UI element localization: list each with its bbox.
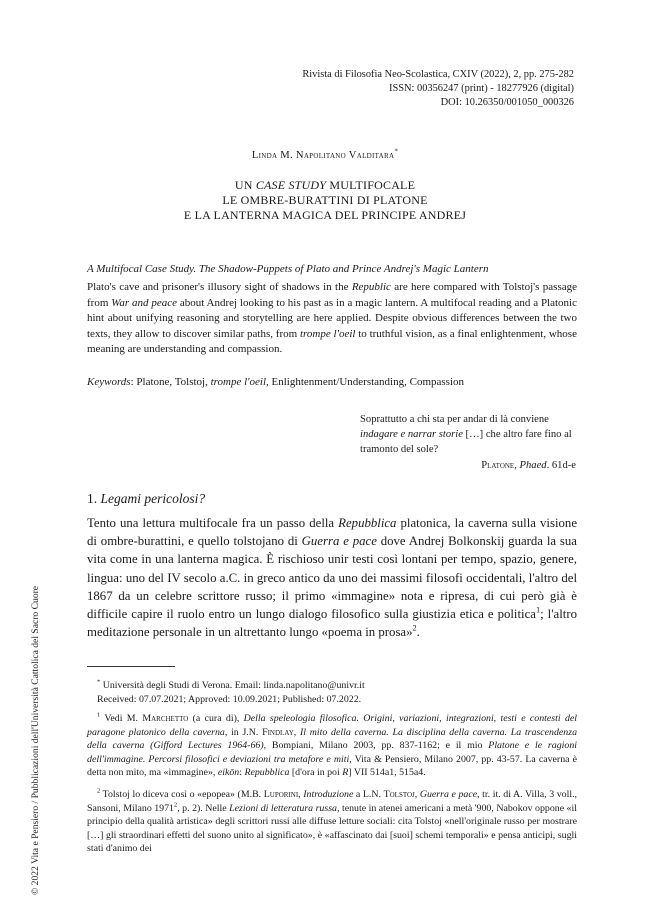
italic-text: R xyxy=(342,767,349,779)
italic-text: Introduzione xyxy=(303,789,354,800)
text: Plato's cave and prisoner's illusory sight of shadows in the xyxy=(87,281,352,293)
italic-text: Il mito della caverna. La disciplina della caverna. La trascendenza della caverna (Gifford Lectures 1964-66) xyxy=(87,726,578,752)
italic-text: trompe l'oeil xyxy=(299,327,356,340)
text: , xyxy=(414,789,420,800)
text: Tolstoj lo diceva così o «epopea» (M.B. xyxy=(100,789,264,800)
title-line-2: LE OMBRE-BURATTINI DI PLATONE xyxy=(222,193,428,207)
author-name: Linda M. Napolitano Valditara xyxy=(251,150,395,161)
text: , p. 2). Nelle xyxy=(177,802,230,814)
italic-text: Lezioni di letteratura russa xyxy=(229,802,337,814)
text: : Platone, Tolstoj, xyxy=(130,376,211,388)
keywords-label: Keywords xyxy=(87,376,131,388)
epigraph-work: Phaed xyxy=(519,460,547,471)
footnote-mark: * xyxy=(97,678,101,686)
epigraph-source xyxy=(360,458,576,473)
article-title xyxy=(0,178,650,223)
text: Soprattutto a chi sta per andar di là conviene xyxy=(360,414,549,425)
text: : xyxy=(239,767,245,779)
text: , Vita & Pensiero, Milano 2007, pp. 43-57. La caverna è detta non mito, ma «immagine», xyxy=(87,753,577,779)
cited-author: Findlay xyxy=(262,726,294,738)
italic-text: Guerra e pace xyxy=(301,534,377,549)
text: . xyxy=(416,625,420,640)
text: a L.N. xyxy=(353,789,384,800)
footnote-author-line-1 xyxy=(97,679,577,693)
keywords xyxy=(87,376,577,388)
footnote-author xyxy=(87,679,577,706)
footnote-author-line-2: Received: 07.07.2021; Approved: 10.09.2021; Published: 07.2022. xyxy=(97,693,362,705)
text: , xyxy=(293,726,300,738)
text: are here compared with Tolstoj's passage from xyxy=(87,281,577,309)
text: […] che altro fare fino al tramonto del sole? xyxy=(360,429,572,455)
italic-text: eikōn xyxy=(217,767,240,779)
section-title: Legami pericolosi? xyxy=(100,491,206,506)
italic-text: Republic xyxy=(351,281,391,293)
footnote-ref[interactable]: 1 xyxy=(535,605,541,615)
section-number: 1. xyxy=(87,491,101,506)
text: , xyxy=(298,789,304,800)
italic-text: Guerra e pace xyxy=(419,789,478,800)
text: dove Andrej Bolkonskij guarda la sua vita come in una lanterna magica. È rischioso unir testi così lontani per tempo, spazio, genere, lingua: uno del IV secolo a.C. in greco antico da uno dei massimi filosofi occidentali, l'altro del 1867 da un celebre scrittore russo; il primo «immagine» nota e ripresa, di cui però già è difficile capire il ruolo entro un lungo dialogo filosofico sulla giustizia etica e politica xyxy=(87,534,577,622)
cited-author: Tolstoj xyxy=(383,789,415,800)
italic-text: War and peace xyxy=(111,296,178,309)
text: ] VII 514a1, 515a4. xyxy=(348,767,426,779)
text: ; l'altro meditazione personale in un altrettanto lungo «poema in prosa» xyxy=(87,607,577,640)
text: , tr. it. di A. Villa, 3 voll., Sansoni, Milano 1971 xyxy=(87,789,578,814)
cited-author: Marchetto xyxy=(142,713,189,724)
journal-citation: Rivista di Filosofia Neo-Scolastica, CXIV (2022), 2, pp. 275-282 xyxy=(302,69,574,80)
text: , Bompiani, Milano 2003, pp. 837-1162; e il mio xyxy=(263,740,489,752)
text: , in J.N. xyxy=(224,726,263,738)
italic-text: trompe l'oeil xyxy=(210,376,267,388)
text: [d'ora in poi xyxy=(289,767,343,779)
title-line-1 xyxy=(0,178,650,193)
text: platonica, la caverna sulla visione di ombre-burattini, e quello tolstojano di xyxy=(87,516,577,549)
italic-text: Platone e le ragioni dell'immagine. Percorsi filosofici e deviazioni tra metafore e miti xyxy=(87,740,577,765)
author-footnote-mark: * xyxy=(394,147,399,156)
body-paragraph xyxy=(87,514,577,641)
text: (a cura di), xyxy=(188,713,244,724)
copyright-sidebar: © 2022 Vita e Pensiero / Pubblicazioni dell'Università Cattolica del Sacro Cuore xyxy=(30,585,41,895)
footnote-number: 1 xyxy=(97,711,101,719)
footnote-1 xyxy=(87,712,577,780)
text: . 61d-e xyxy=(546,460,576,471)
italic-text: Della speleologia filosofica. Origini, variazioni, integrazioni, testi e contesti del paragone platonico della caverna xyxy=(87,713,578,738)
section-heading xyxy=(87,491,577,507)
author-line xyxy=(0,147,650,161)
title-italic: CASE STUDY xyxy=(255,178,327,192)
epigraph xyxy=(360,412,576,473)
italic-text: Repubblica xyxy=(338,516,397,530)
english-title: A Multifocal Case Study. The Shadow-Puppets of Plato and Prince Andrej's Magic Lantern xyxy=(87,263,489,275)
title-text: MULTIFOCALE xyxy=(326,178,416,192)
title-line-3: E LA LANTERNA MAGICA DEL PRINCIPE ANDREJ xyxy=(183,208,467,222)
doi: DOI: 10.26350/001050_000326 xyxy=(440,97,574,108)
abstract xyxy=(87,280,577,358)
footnote-divider xyxy=(87,666,175,667)
edition-superscript: 2 xyxy=(174,801,178,809)
cited-author: Luporini xyxy=(263,789,299,800)
text: , xyxy=(514,460,520,471)
issn: ISSN: 00356247 (print) - 18277926 (digital) xyxy=(389,83,574,94)
footnote-number: 2 xyxy=(97,787,101,795)
text: to truthful vision, as a final enlightenment, whose meaning are understanding and compassion. xyxy=(87,327,577,356)
footnote-ref[interactable]: 2 xyxy=(412,623,417,633)
text: Vedi M. xyxy=(100,713,143,724)
title-text: UN xyxy=(234,178,256,192)
text: Università degli Studi di Verona. Email: linda.napolitano@univr.it xyxy=(100,680,365,691)
italic-text: Repubblica xyxy=(244,767,290,779)
italic-text: indagare e narrar storie xyxy=(360,429,463,440)
footnote-2 xyxy=(87,788,577,856)
text: , tenute in atenei americani a metà '900, Nabokov oppone «il principio della qualità artistica» degli scrittori russi alle diffuse letture sociali: cita Tolstoj «nell'originale russo per mostrare […] gli straordinari effetti del suono unito al significato», è «affascinato dai [suoi] schemi temporali» e pensa anticipi, sugli stati d'animo dei xyxy=(87,802,577,855)
epigraph-quote xyxy=(360,412,576,457)
epigraph-author: Platone xyxy=(481,460,515,471)
text: about Andrej looking to his past as in a magic lantern. A multifocal reading and a Platonic hint about unifying reasoning and storytelling are here applied. Despite obvious differences between the two texts, they allow to discover similar paths, from xyxy=(87,296,577,340)
journal-header xyxy=(302,68,574,110)
text: , Enlightenment/Understanding, Compassion xyxy=(266,376,465,388)
text: Tento una lettura multifocale fra un passo della xyxy=(87,516,339,530)
